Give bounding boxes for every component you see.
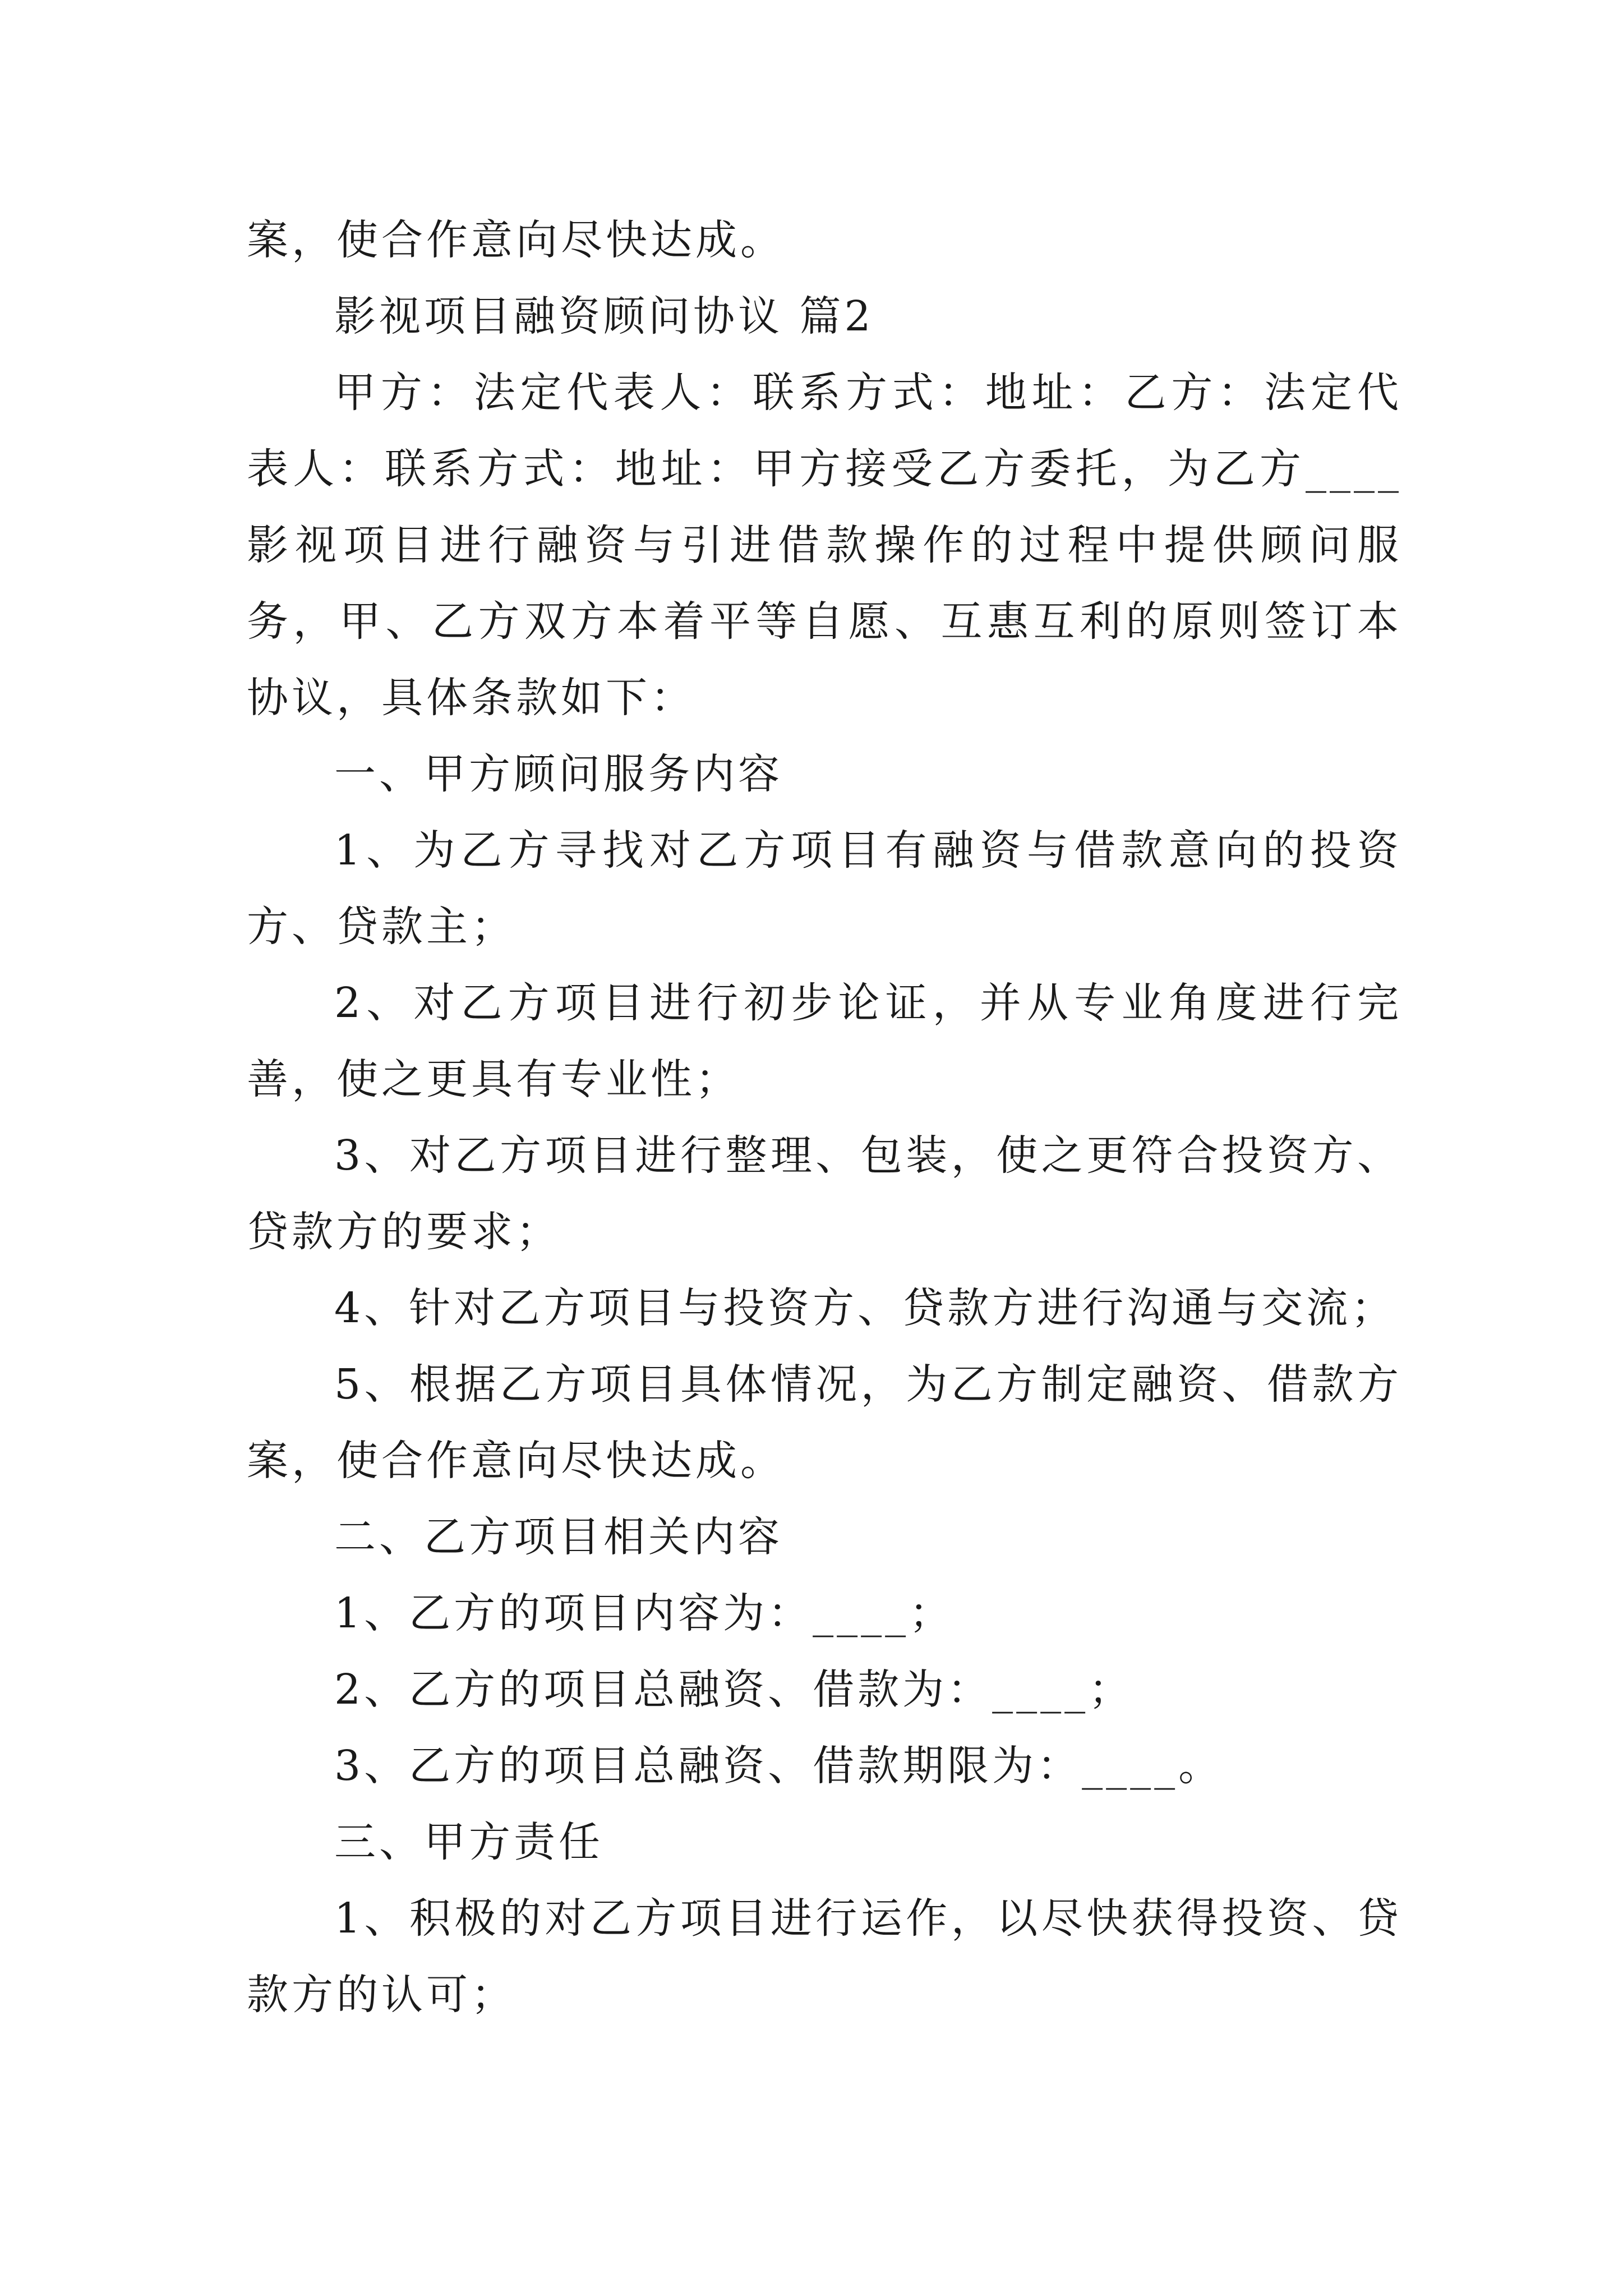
section-title: 影视项目融资顾问协议 篇2 — [334, 292, 874, 341]
list-item: 3、对乙方项目进行整理、包装，使之更符合投资方、贷款方的要求； — [247, 1131, 1402, 1256]
document-body — [247, 202, 1402, 2033]
list-item: 5、根据乙方项目具体情况，为乙方制定融资、借款方案，使合作意向尽快达成。 — [247, 1360, 1402, 1485]
list-item: 3、乙方的项目总融资、借款期限为：____。 — [334, 1742, 1224, 1790]
list-item: 2、乙方的项目总融资、借款为：____； — [334, 1665, 1134, 1714]
list-item: 1、乙方的项目内容为：____； — [334, 1589, 955, 1637]
paragraph-parties: 甲方：法定代表人：联系方式：地址：乙方：法定代表人：联系方式：地址：甲方接受乙方委托，为乙方____影视项目进行融资与引进借款操作的过程中提供顾问服务，甲、乙方双方本着平等自愿、互惠互利的原则签订本协议，具体条款如下： — [247, 369, 1402, 722]
list-item: 2、对乙方项目进行初步论证，并从专业角度进行完善，使之更具有专业性； — [247, 979, 1402, 1103]
list-item: 1、积极的对乙方项目进行运作，以尽快获得投资、贷款方的认可； — [247, 1894, 1402, 2019]
heading-project: 二、乙方项目相关内容 — [334, 1513, 783, 1561]
heading-services: 一、甲方顾问服务内容 — [334, 750, 783, 798]
heading-responsibility: 三、甲方责任 — [334, 1818, 603, 1866]
list-item: 1、为乙方寻找对乙方项目有融资与借款意向的投资方、贷款主； — [247, 826, 1402, 951]
paragraph-continuation: 案，使合作意向尽快达成。 — [247, 216, 785, 264]
list-item: 4、针对乙方项目与投资方、贷款方进行沟通与交流； — [334, 1284, 1396, 1332]
